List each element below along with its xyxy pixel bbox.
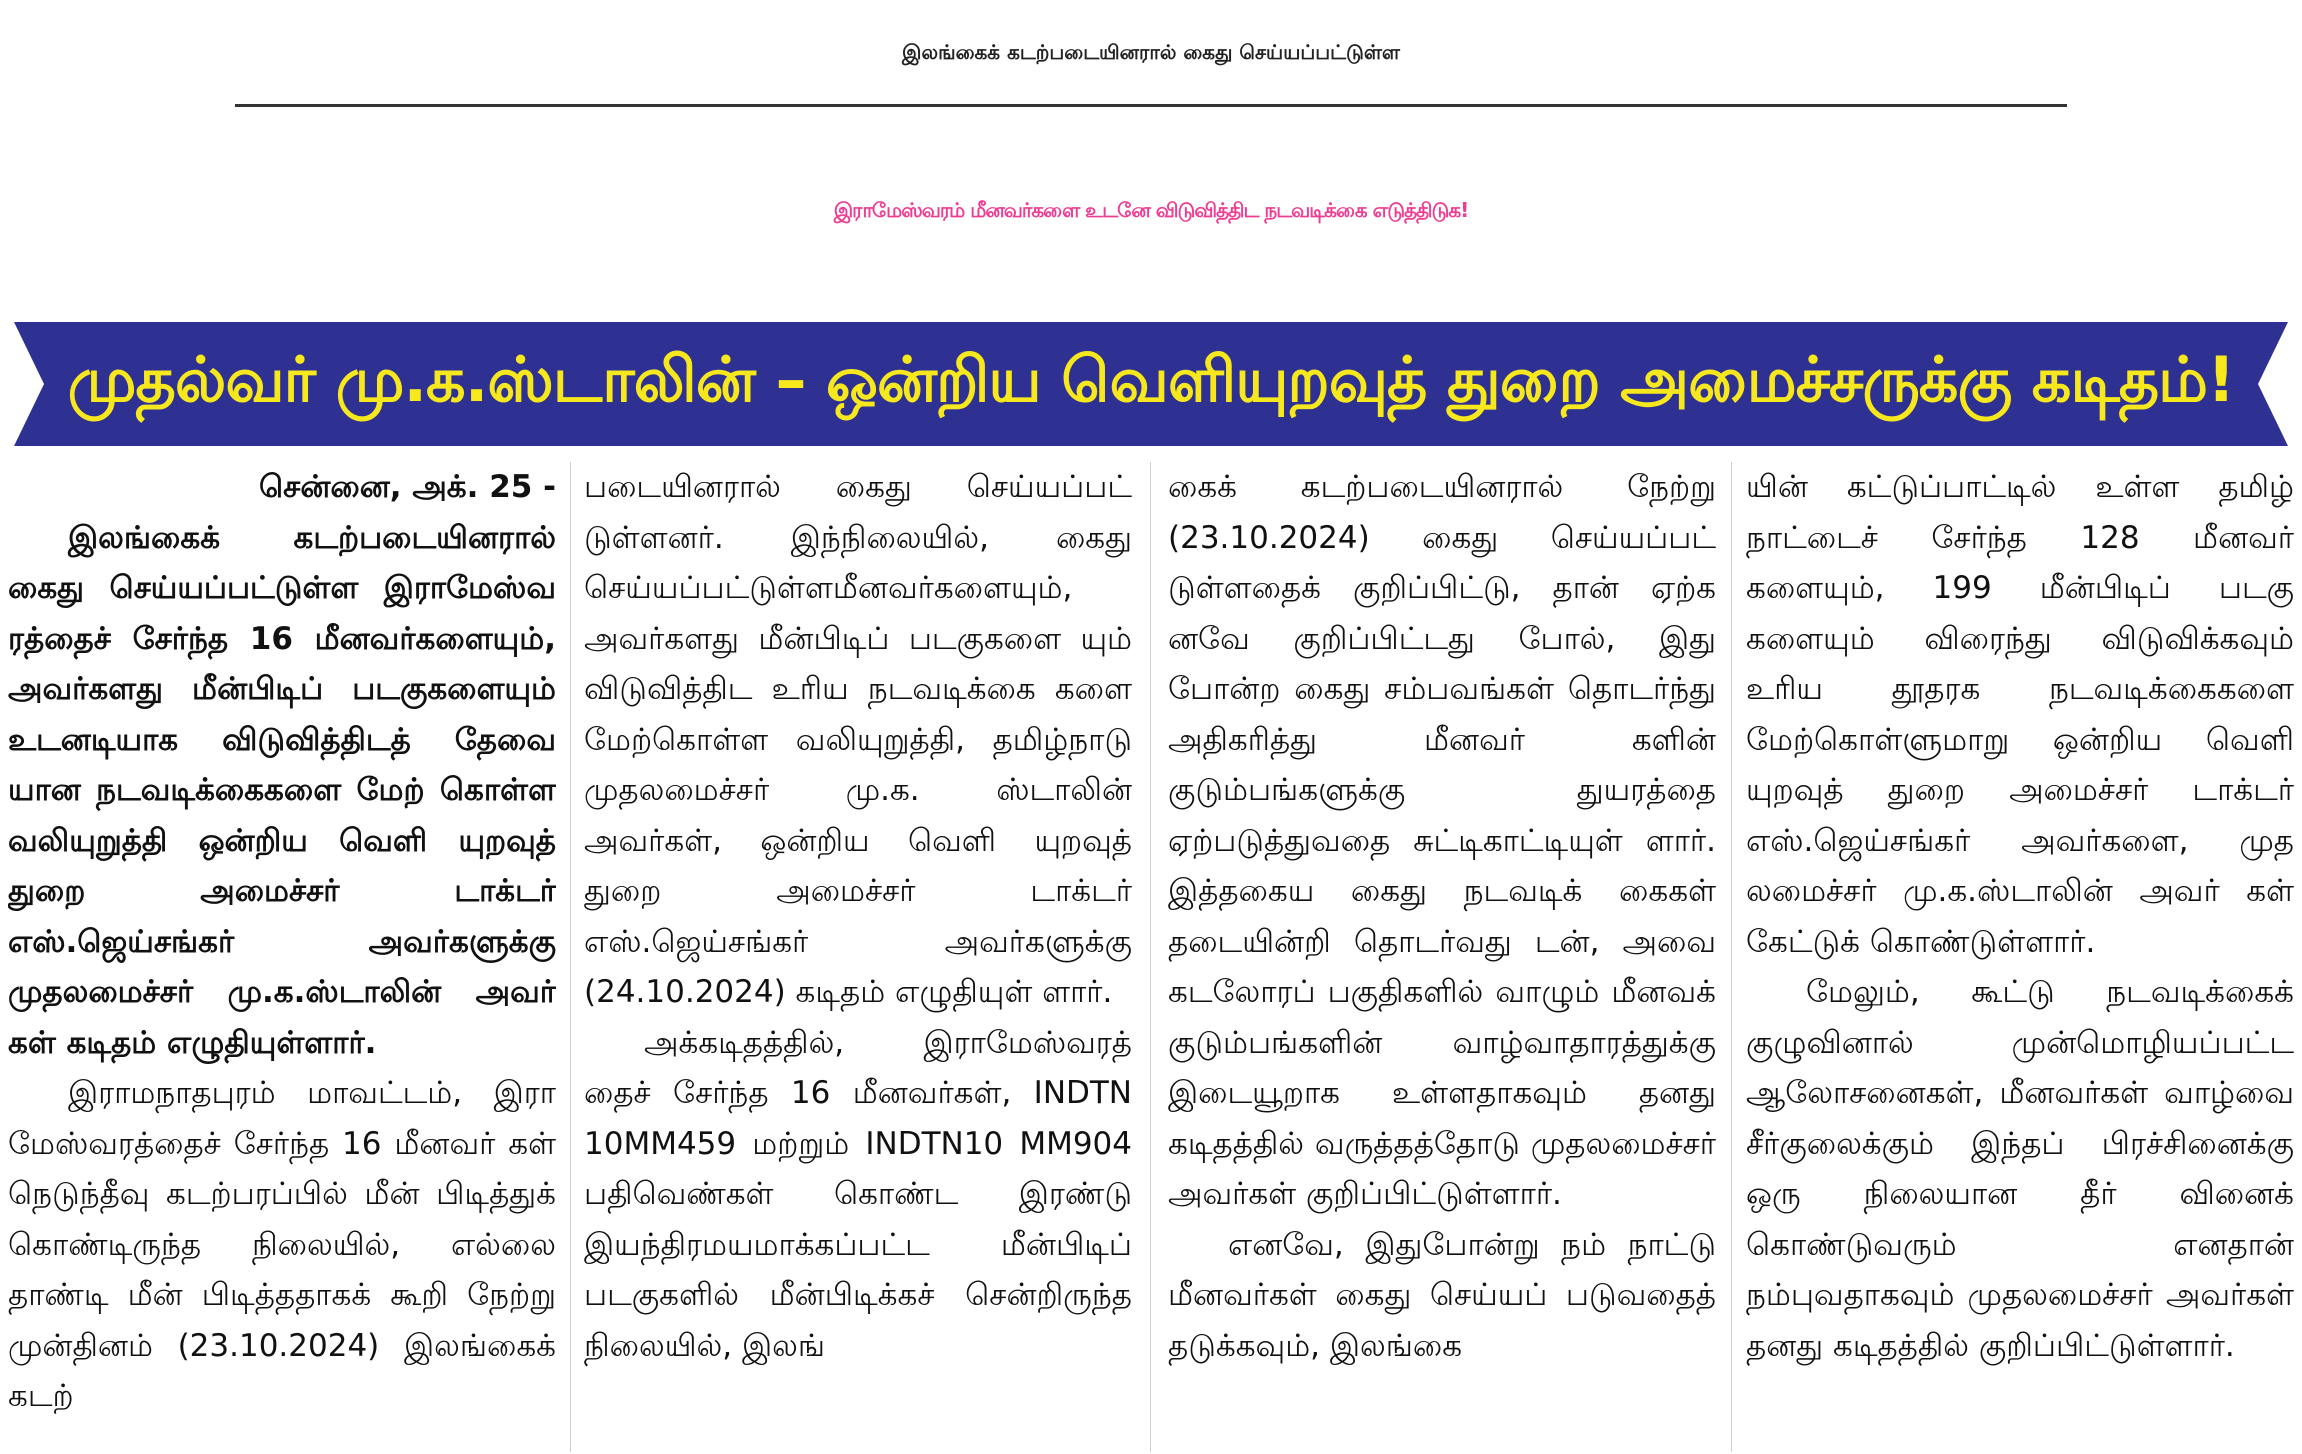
kicker-underline <box>235 104 2067 107</box>
article-column-1 <box>8 462 556 1452</box>
banner-left-notch <box>14 322 44 446</box>
banner-right-notch <box>2258 322 2288 446</box>
body-paragraph: இராமநாதபுரம் மாவட்டம், இரா மேஸ்வரத்தைச் சேர்ந்த 16 மீனவர் கள் நெடுந்தீவு கடற்பரப்பில் மீன் பிடித்துக் கொண்டிருந்த நிலையில், எல்லை தாண்டி மீன் பிடித்ததாகக் கூறி நேற்று முன்தினம் (23.10.2024) இலங்கைக் கடற் <box>8 1075 556 1414</box>
lead-paragraph: இலங்கைக் கடற்படையினரால் கைது செய்யப்பட்டுள்ள இராமேஸ்வ ரத்தைச் சேர்ந்த 16 மீனவர்களையும், அவர்களது மீன்பிடிப் படகுகளையும் உடனடியாக விடுவித்திடத் தேவை யான நடவடிக்கைகளை மேற் கொள்ள வலியுறுத்தி ஒன்றிய வெளி யுறவுத் துறை அமைச்சர் டாக்டர் எஸ்.ஜெய்சங்கர் அவர்களுக்கு முதலமைச்சர் மு.க.ஸ்டாலின் அவர் கள் கடிதம் எழுதியுள்ளார். <box>8 519 556 1061</box>
kicker-title: இலங்கைக் கடற்படையினரால் கைது செய்யப்பட்டுள்ள <box>902 40 1400 64</box>
body-paragraph: எனவே, இதுபோன்று நம் நாட்டு மீனவர்கள் கைது செய்யப் படுவதைத் தடுக்கவும், இலங்கை <box>1168 1226 1716 1364</box>
article-column-3 <box>1168 462 1716 1452</box>
body-paragraph: மேலும், கூட்டு நடவடிக்கைக் குழுவினால் முன்மொழியப்பட்ட ஆலோசனைகள், மீனவர்கள் வாழ்வை சீர்குலைக்கும் இந்தப் பிரச்சினைக்கு ஒரு நிலையான தீர் வினைக் கொண்டுவரும் எனதான் நம்புவதாகவும் முதலமைச்சர் அவர்கள் தனது கடிதத்தில் குறிப்பிட்டுள்ளார். <box>1746 974 2294 1364</box>
subheadline-banner <box>14 322 2288 446</box>
body-paragraph: படையினரால் கைது செய்யப்பட் டுள்ளனர். இந்நிலையில், கைது செய்யப்பட்டுள்ளமீனவர்களையும், அவர்களது மீன்பிடிப் படகுகளை யும் விடுவித்திட உரிய நடவடிக்கை களை மேற்கொள்ள வலியுறுத்தி, தமிழ்நாடு முதலமைச்சர் மு.க. ஸ்டாலின் அவர்கள், ஒன்றிய வெளி யுறவுத் துறை அமைச்சர் டாக்டர் எஸ்.ஜெய்சங்கர் அவர்களுக்கு (24.10.2024) கடிதம் எழுதியுள் ளார். <box>584 469 1132 1010</box>
dateline: சென்னை, அக். 25 - <box>259 469 556 505</box>
column-divider <box>1150 462 1151 1452</box>
article-column-4 <box>1746 462 2294 1452</box>
body-paragraph: யின் கட்டுப்பாட்டில் உள்ள தமிழ் நாட்டைச் சேர்ந்த 128 மீனவர் களையும், 199 மீன்பிடிப் படகு களையும் விரைந்து விடுவிக்கவும் உரிய தூதரக நடவடிக்கைகளை மேற்கொள்ளுமாறு ஒன்றிய வெளி யுறவுத் துறை அமைச்சர் டாக்டர் எஸ்.ஜெய்சங்கர் அவர்களை, முத லமைச்சர் மு.க.ஸ்டாலின் அவர் கள் கேட்டுக் கொண்டுள்ளார். <box>1746 469 2294 960</box>
article-column-2 <box>584 462 1132 1452</box>
main-headline: இராமேஸ்வரம் மீனவர்களை உடனே விடுவித்திட நடவடிக்கை எடுத்திடுக! <box>833 198 1469 222</box>
body-paragraph: அக்கடிதத்தில், இராமேஸ்வரத் தைச் சேர்ந்த 16 மீனவர்கள், INDTN 10MM459 மற்றும் INDTN10 MM904 பதிவெண்கள் கொண்ட இரண்டு இயந்திரமயமாக்கப்பட்ட மீன்பிடிப் படகுகளில் மீன்பிடிக்கச் சென்றிருந்த நிலையில், இலங் <box>584 1024 1132 1364</box>
column-divider <box>1731 462 1732 1452</box>
banner-text: முதல்வர் மு.க.ஸ்டாலின் – ஒன்றிய வெளியுறவுத் துறை அமைச்சருக்கு கடிதம்! <box>67 343 2235 416</box>
column-divider <box>570 462 571 1452</box>
body-paragraph: கைக் கடற்படையினரால் நேற்று (23.10.2024) கைது செய்யப்பட் டுள்ளதைக் குறிப்பிட்டு, தான் ஏற்க னவே குறிப்பிட்டது போல், இது போன்ற கைது சம்பவங்கள் தொடர்ந்து அதிகரித்து மீனவர் களின் குடும்பங்களுக்கு துயரத்தை ஏற்படுத்துவதை சுட்டிகாட்டியுள் ளார். இத்தகைய கைது நடவடிக் கைகள் தடையின்றி தொடர்வது டன், அவை கடலோரப் பகுதிகளில் வாழும் மீனவக் குடும்பங்களின் வாழ்வாதாரத்துக்கு இடையூறாக உள்ளதாகவும் தனது கடிதத்தில் வருத்தத்தோடு முதலமைச்சர் அவர்கள் குறிப்பிட்டுள்ளார். <box>1168 469 1716 1212</box>
